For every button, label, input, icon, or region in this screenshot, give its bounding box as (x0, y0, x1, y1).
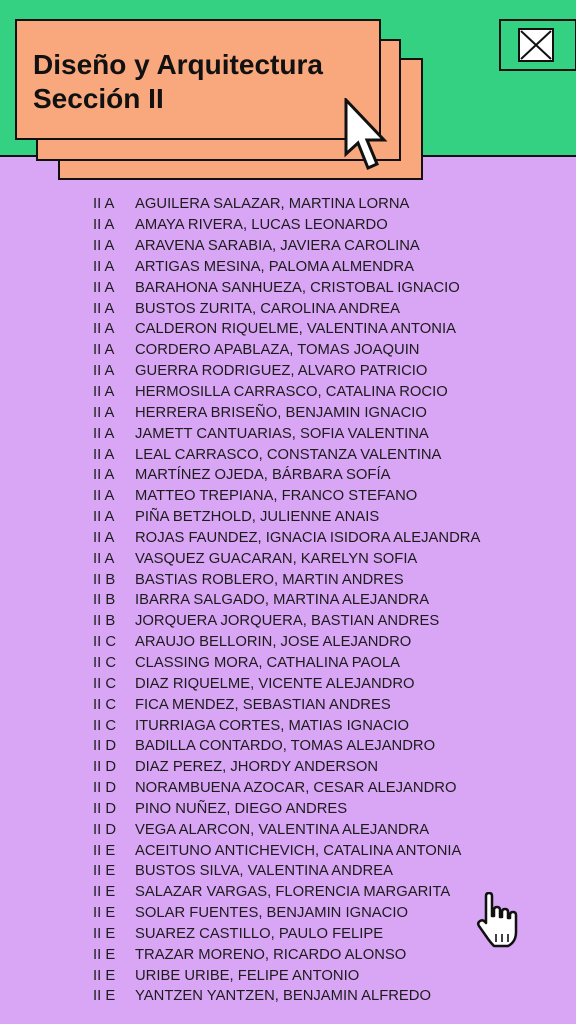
student-section: II E (93, 946, 116, 963)
list-item (93, 819, 563, 840)
student-name: ACEITUNO ANTICHEVICH, CATALINA ANTONIA (135, 842, 462, 859)
student-name: PIÑA BETZHOLD, JULIENNE ANAIS (135, 509, 380, 526)
student-section: II A (93, 342, 115, 359)
student-name: BADILLA CONTARDO, TOMAS ALEJANDRO (135, 738, 436, 755)
list-item (93, 507, 563, 528)
student-section: II A (93, 258, 115, 275)
hand-cursor-icon (476, 892, 522, 948)
student-section: II D (93, 780, 117, 797)
list-item (93, 528, 563, 549)
title-line-2: Sección II (33, 83, 164, 114)
list-item (93, 361, 563, 382)
student-name: AGUILERA SALAZAR, MARTINA LORNA (135, 196, 410, 213)
student-name: SOLAR FUENTES, BENJAMIN IGNACIO (135, 905, 408, 922)
student-section: II B (93, 571, 116, 588)
student-name: LEAL CARRASCO, CONSTANZA VALENTINA (135, 446, 442, 463)
student-section: II E (93, 842, 116, 859)
student-section: II A (93, 363, 115, 380)
student-list (93, 194, 563, 1007)
student-name: DIAZ RIQUELME, VICENTE ALEJANDRO (135, 675, 415, 692)
list-item (93, 632, 563, 653)
list-item (93, 840, 563, 861)
student-name: ROJAS FAUNDEZ, IGNACIA ISIDORA ALEJANDRA (135, 529, 481, 546)
student-name: CALDERON RIQUELME, VALENTINA ANTONIA (135, 321, 456, 338)
student-name: BASTIAS ROBLERO, MARTIN ANDRES (135, 571, 404, 588)
student-section: II D (93, 821, 117, 838)
arrow-cursor-icon (344, 98, 388, 174)
student-name: PINO NUÑEZ, DIEGO ANDRES (135, 800, 348, 817)
student-name: CORDERO APABLAZA, TOMAS JOAQUIN (135, 342, 420, 359)
list-item (93, 465, 563, 486)
list-item (93, 736, 563, 757)
student-section: II A (93, 279, 115, 296)
student-name: ARTIGAS MESINA, PALOMA ALMENDRA (135, 258, 415, 275)
student-section: II E (93, 884, 116, 901)
student-name: IBARRA SALGADO, MARTINA ALEJANDRA (135, 592, 430, 609)
student-section: II A (93, 238, 115, 255)
student-name: TRAZAR MORENO, RICARDO ALONSO (135, 946, 407, 963)
student-section: II A (93, 529, 115, 546)
page-title (33, 48, 353, 116)
list-item (93, 715, 563, 736)
student-section: II A (93, 425, 115, 442)
list-item (93, 215, 563, 236)
list-item (93, 694, 563, 715)
student-section: II A (93, 384, 115, 401)
student-name: ARAVENA SARABIA, JAVIERA CAROLINA (135, 238, 420, 255)
student-section: II C (93, 675, 117, 692)
list-item (93, 382, 563, 403)
list-item (93, 673, 563, 694)
list-item (93, 319, 563, 340)
student-section: II E (93, 905, 116, 922)
list-item (93, 486, 563, 507)
student-section: II E (93, 863, 116, 880)
list-item (93, 277, 563, 298)
student-section: II A (93, 550, 115, 567)
list-item (93, 798, 563, 819)
student-name: BUSTOS ZURITA, CAROLINA ANDREA (135, 300, 401, 317)
student-name: SALAZAR VARGAS, FLORENCIA MARGARITA (135, 884, 451, 901)
list-item (93, 778, 563, 799)
list-item (93, 340, 563, 361)
title-line-1: Diseño y Arquitectura (33, 49, 323, 80)
student-name: VEGA ALARCON, VALENTINA ALEJANDRA (135, 821, 430, 838)
list-item (93, 569, 563, 590)
student-name: NORAMBUENA AZOCAR, CESAR ALEJANDRO (135, 780, 457, 797)
student-name: BUSTOS SILVA, VALENTINA ANDREA (135, 863, 393, 880)
student-name: MATTEO TREPIANA, FRANCO STEFANO (135, 488, 418, 505)
student-section: II A (93, 488, 115, 505)
student-section: II A (93, 321, 115, 338)
list-item (93, 444, 563, 465)
student-section: II A (93, 196, 115, 213)
list-item (93, 298, 563, 319)
student-section: II C (93, 634, 117, 651)
student-section: II C (93, 654, 117, 671)
list-item (93, 757, 563, 778)
list-item (93, 548, 563, 569)
list-item (93, 653, 563, 674)
student-section: II D (93, 738, 117, 755)
student-name: JORQUERA JORQUERA, BASTIAN ANDRES (135, 613, 440, 630)
student-name: ITURRIAGA CORTES, MATIAS IGNACIO (135, 717, 410, 734)
student-section: II B (93, 613, 116, 630)
student-name: VASQUEZ GUACARAN, KARELYN SOFIA (135, 550, 418, 567)
student-section: II E (93, 988, 116, 1005)
list-item (93, 965, 563, 986)
student-name: HERRERA BRISEÑO, BENJAMIN IGNACIO (135, 404, 427, 421)
student-name: JAMETT CANTUARIAS, SOFIA VALENTINA (135, 425, 429, 442)
list-item (93, 611, 563, 632)
student-section: II A (93, 509, 115, 526)
student-section: II C (93, 696, 117, 713)
student-section: II B (93, 592, 116, 609)
student-section: II D (93, 800, 117, 817)
student-section: II A (93, 404, 115, 421)
list-item (93, 194, 563, 215)
student-section: II A (93, 217, 115, 234)
list-item (93, 590, 563, 611)
student-name: BARAHONA SANHUEZA, CRISTOBAL IGNACIO (135, 279, 460, 296)
student-name: URIBE URIBE, FELIPE ANTONIO (135, 967, 360, 984)
student-name: ARAUJO BELLORIN, JOSE ALEJANDRO (135, 634, 412, 651)
student-section: II A (93, 446, 115, 463)
student-section: II E (93, 925, 116, 942)
student-name: GUERRA RODRIGUEZ, ALVARO PATRICIO (135, 363, 428, 380)
student-name: SUAREZ CASTILLO, PAULO FELIPE (135, 925, 384, 942)
list-item (93, 257, 563, 278)
student-name: DIAZ PEREZ, JHORDY ANDERSON (135, 759, 379, 776)
student-name: AMAYA RIVERA, LUCAS LEONARDO (135, 217, 388, 234)
list-item (93, 986, 563, 1007)
student-name: MARTÍNEZ OJEDA, BÁRBARA SOFÍA (135, 467, 391, 484)
student-name: CLASSING MORA, CATHALINA PAOLA (135, 654, 401, 671)
student-section: II A (93, 467, 115, 484)
student-section: II C (93, 717, 117, 734)
student-name: YANTZEN YANTZEN, BENJAMIN ALFREDO (135, 988, 431, 1005)
student-name: FICA MENDEZ, SEBASTIAN ANDRES (135, 696, 391, 713)
close-icon[interactable] (518, 28, 554, 62)
student-name: HERMOSILLA CARRASCO, CATALINA ROCIO (135, 384, 448, 401)
student-section: II E (93, 967, 116, 984)
close-button[interactable] (499, 19, 576, 71)
student-section: II D (93, 759, 117, 776)
list-item (93, 236, 563, 257)
student-section: II A (93, 300, 115, 317)
list-item (93, 402, 563, 423)
list-item (93, 423, 563, 444)
list-item (93, 861, 563, 882)
